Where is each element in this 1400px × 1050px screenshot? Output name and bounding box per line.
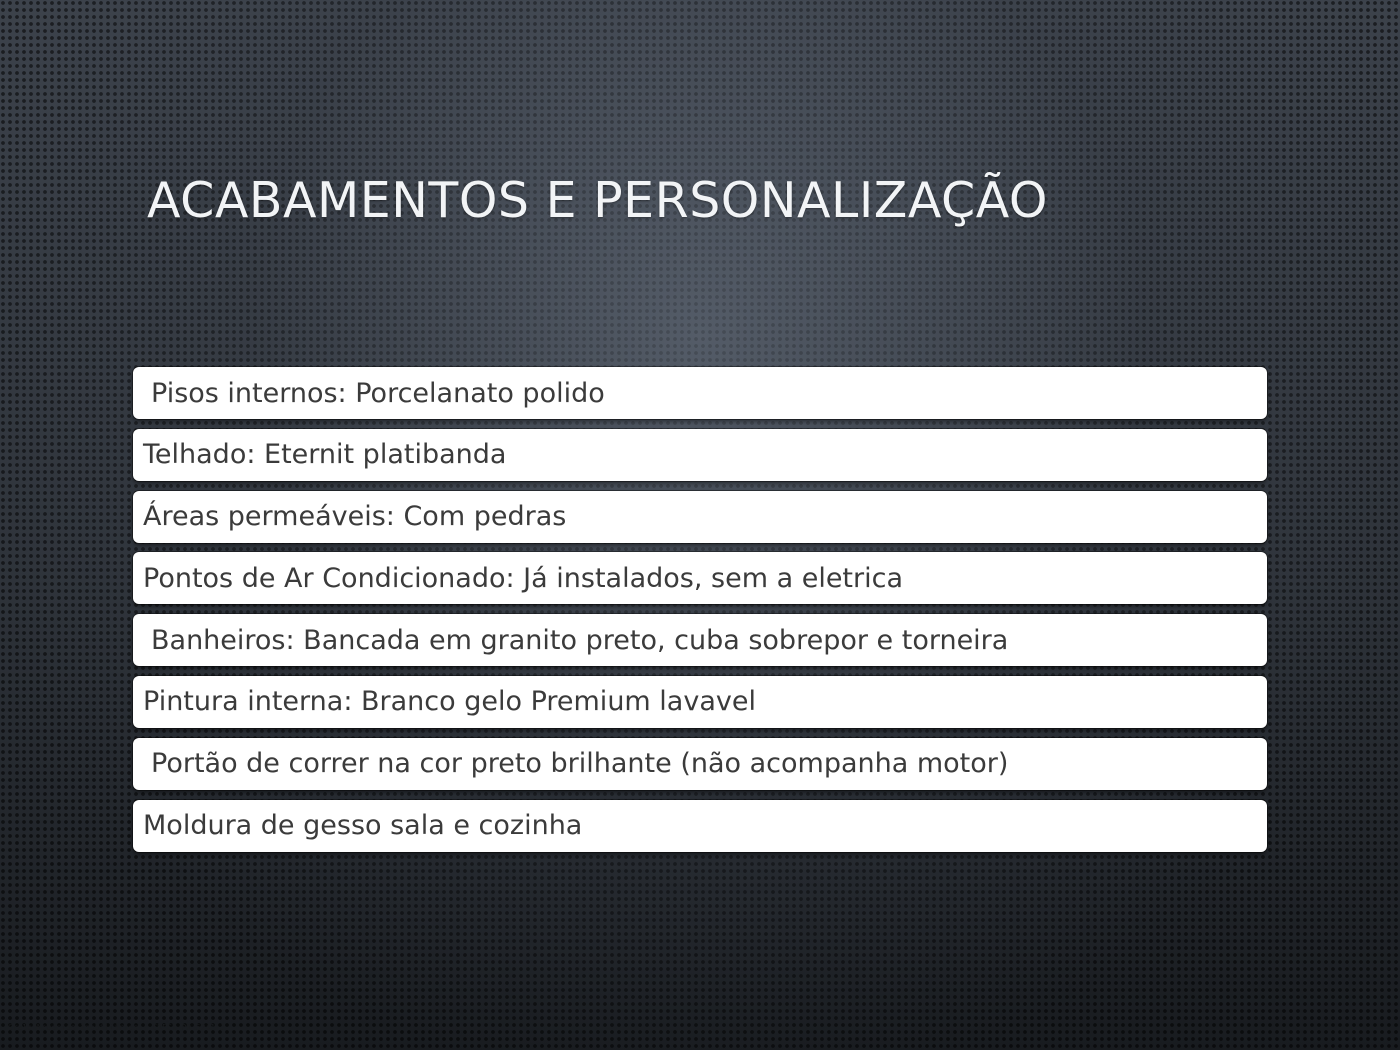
list-item-pisos: Pisos internos: Porcelanato polido [133, 367, 1267, 419]
list-item-banheiros: Banheiros: Bancada em granito preto, cuba sobrepor e torneira [133, 614, 1267, 666]
list-item-telhado: Telhado: Eternit platibanda [133, 429, 1267, 481]
list-item-portao: Portão de correr na cor preto brilhante (não acompanha motor) [133, 738, 1267, 790]
list-item-areas-permeaveis: Áreas permeáveis: Com pedras [133, 491, 1267, 543]
finishes-list [133, 367, 1267, 861]
list-item-moldura: Moldura de gesso sala e cozinha [133, 800, 1267, 852]
watermark-text: Grale Negócios Imobiliários - CRECI-PR 5241-J [8, 1023, 225, 1032]
slide-title: ACABAMENTOS E PERSONALIZAÇÃO [147, 172, 1048, 229]
list-item-pintura: Pintura interna: Branco gelo Premium lavavel [133, 676, 1267, 728]
list-item-ar-condicionado: Pontos de Ar Condicionado: Já instalados, sem a eletrica [133, 552, 1267, 604]
